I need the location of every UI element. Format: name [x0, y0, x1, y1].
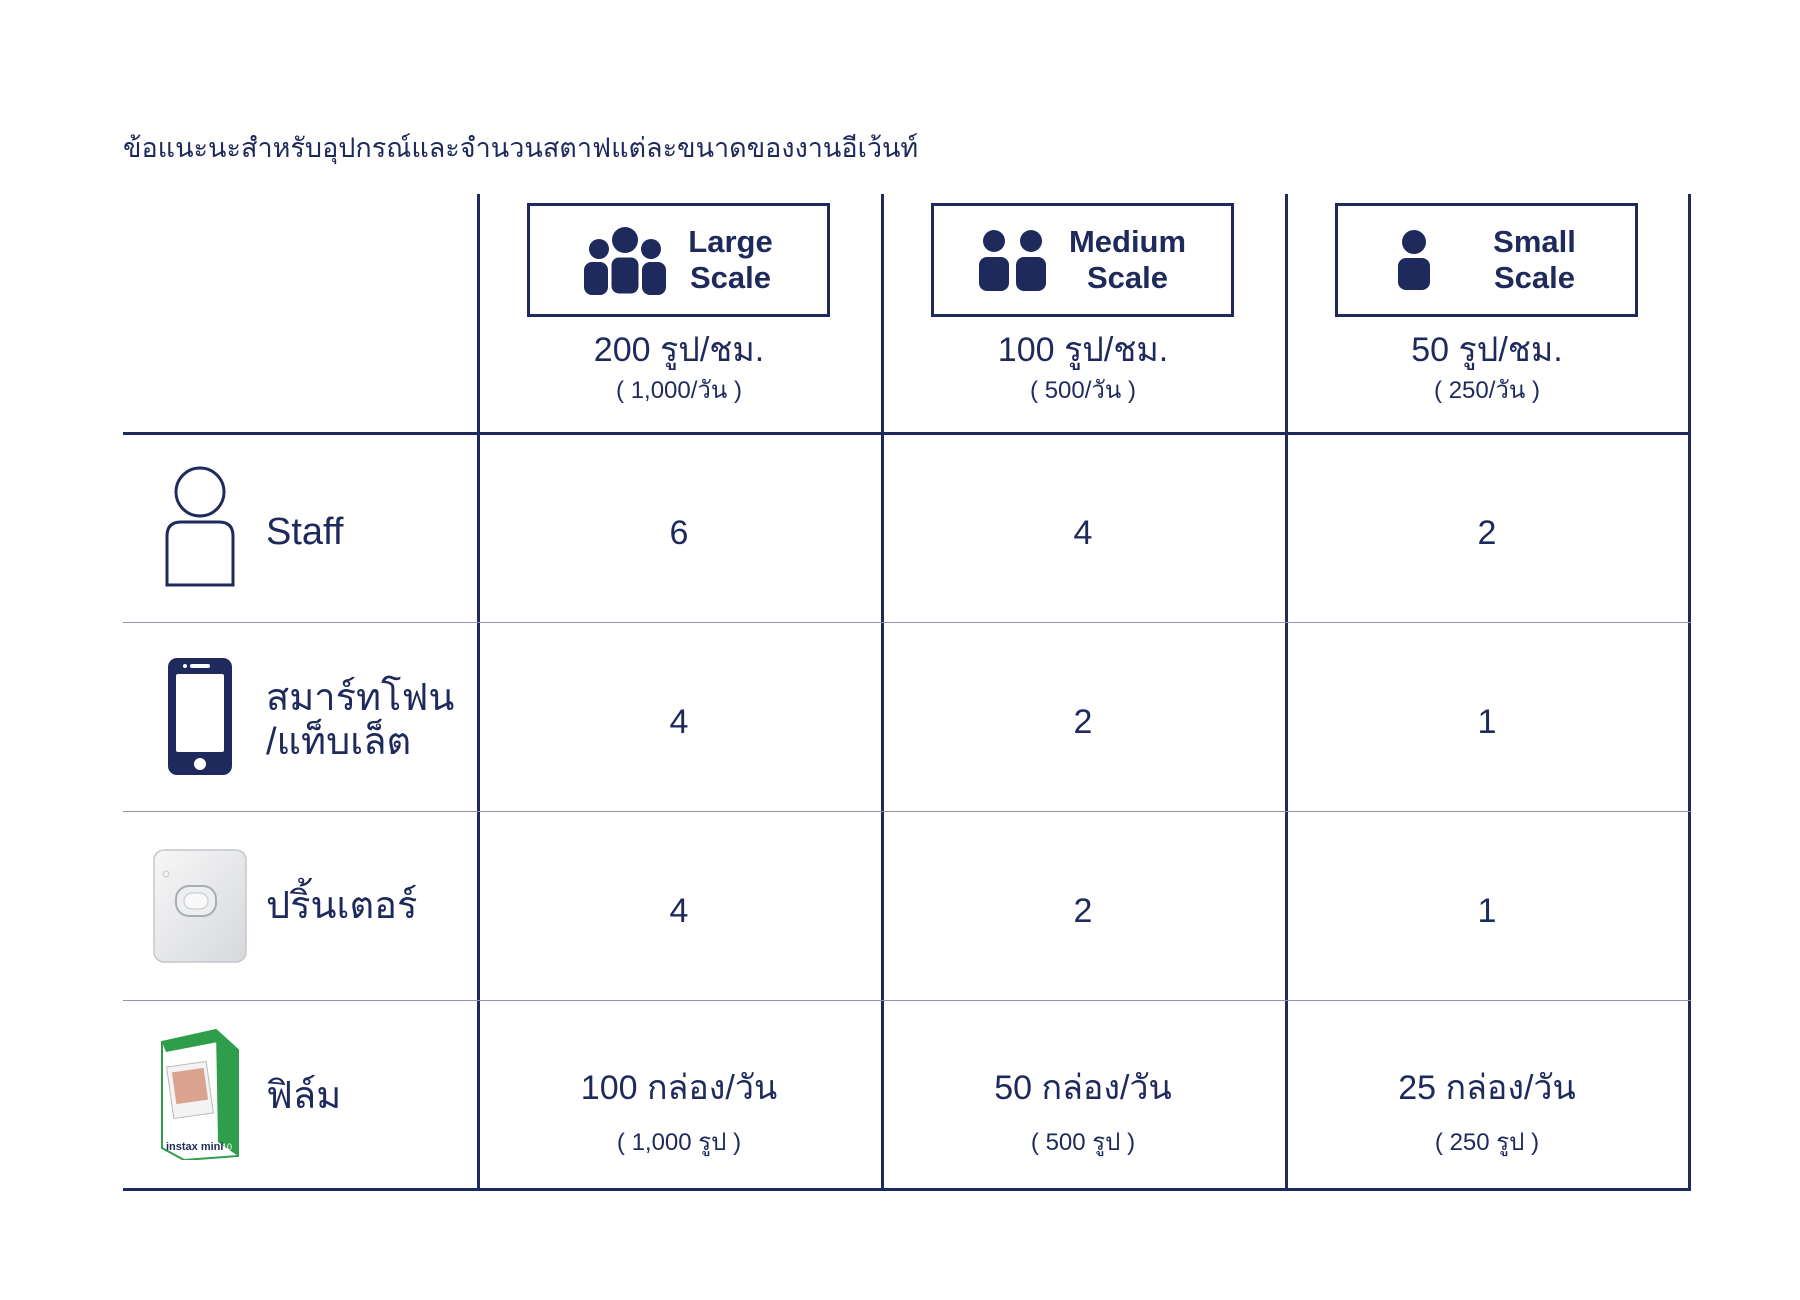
table-bottom-border [123, 1188, 1691, 1191]
person-outline-icon [165, 466, 235, 588]
rate-small [1287, 330, 1687, 406]
scale-label-line1: Small [1493, 224, 1576, 259]
row-label-smartphone: สมาร์ทโฟน /แท็บเล็ต [266, 677, 455, 763]
row-label-staff: Staff [266, 511, 344, 553]
rate-large [479, 330, 879, 406]
scale-label-line2: Scale [1086, 260, 1168, 295]
scale-label-line1: Large [688, 224, 773, 259]
one-person-icon [1397, 230, 1431, 290]
scale-label-line2: Scale [689, 260, 771, 295]
film-shots-per-day: ( 250 รูป ) [1434, 1129, 1540, 1156]
row-divider [123, 1000, 1691, 1001]
table-cell: 2 [1073, 892, 1093, 930]
rate-per-day: ( 500/วัน ) [1030, 377, 1136, 404]
table-cell [479, 1060, 879, 1161]
table-cell: 4 [1073, 514, 1093, 552]
rate-medium [883, 330, 1283, 406]
row-divider [123, 622, 1691, 623]
film-pack-count: 10 [222, 1142, 233, 1152]
table-cell: 1 [1477, 892, 1497, 930]
rate-per-day: ( 1,000/วัน ) [616, 377, 742, 404]
film-boxes-per-day: 50 กล่อง/วัน [994, 1069, 1172, 1107]
table-divider [1688, 194, 1691, 1191]
film-boxes-per-day: 25 กล่อง/วัน [1398, 1069, 1576, 1107]
rate-per-hour: 50 รูป/ชม. [1411, 331, 1563, 369]
table-cell: 1 [1477, 703, 1497, 741]
two-people-icon [979, 229, 1047, 291]
table-cell: 2 [1477, 514, 1497, 552]
smartphone-icon [168, 658, 232, 775]
rate-per-day: ( 250/วัน ) [1434, 377, 1540, 404]
page-title: ข้อแนะนะสำหรับอุปกรณ์และจำนวนสตาฟแต่ละขนาดของงานอีเว้นท์ [123, 133, 919, 164]
table-cell [1287, 1060, 1687, 1161]
table-cell: 6 [669, 514, 689, 552]
rate-per-hour: 200 รูป/ชม. [593, 331, 765, 369]
row-divider [123, 811, 1691, 812]
table-cell [883, 1060, 1283, 1161]
printer-icon [152, 848, 248, 964]
table-cell: 4 [669, 703, 689, 741]
row-label-printer: ปริ้นเตอร์ [266, 885, 418, 927]
header-divider [123, 432, 1691, 435]
film-pack-icon [160, 1028, 240, 1160]
large-scale-header [527, 203, 830, 317]
table-cell: 2 [1073, 703, 1093, 741]
film-shots-per-day: ( 1,000 รูป ) [616, 1129, 742, 1156]
film-pack-product: instax mini [166, 1141, 224, 1153]
scale-label-line1: Medium [1068, 224, 1187, 259]
table-cell: 4 [669, 892, 689, 930]
small-scale-header [1335, 203, 1638, 317]
film-shots-per-day: ( 500 รูป ) [1030, 1129, 1136, 1156]
three-people-icon [584, 225, 666, 295]
medium-scale-header [931, 203, 1234, 317]
film-boxes-per-day: 100 กล่อง/วัน [580, 1069, 778, 1107]
row-label-film: ฟิล์ม [266, 1075, 342, 1117]
rate-per-hour: 100 รูป/ชม. [997, 331, 1169, 369]
scale-label-line2: Scale [1493, 260, 1575, 295]
